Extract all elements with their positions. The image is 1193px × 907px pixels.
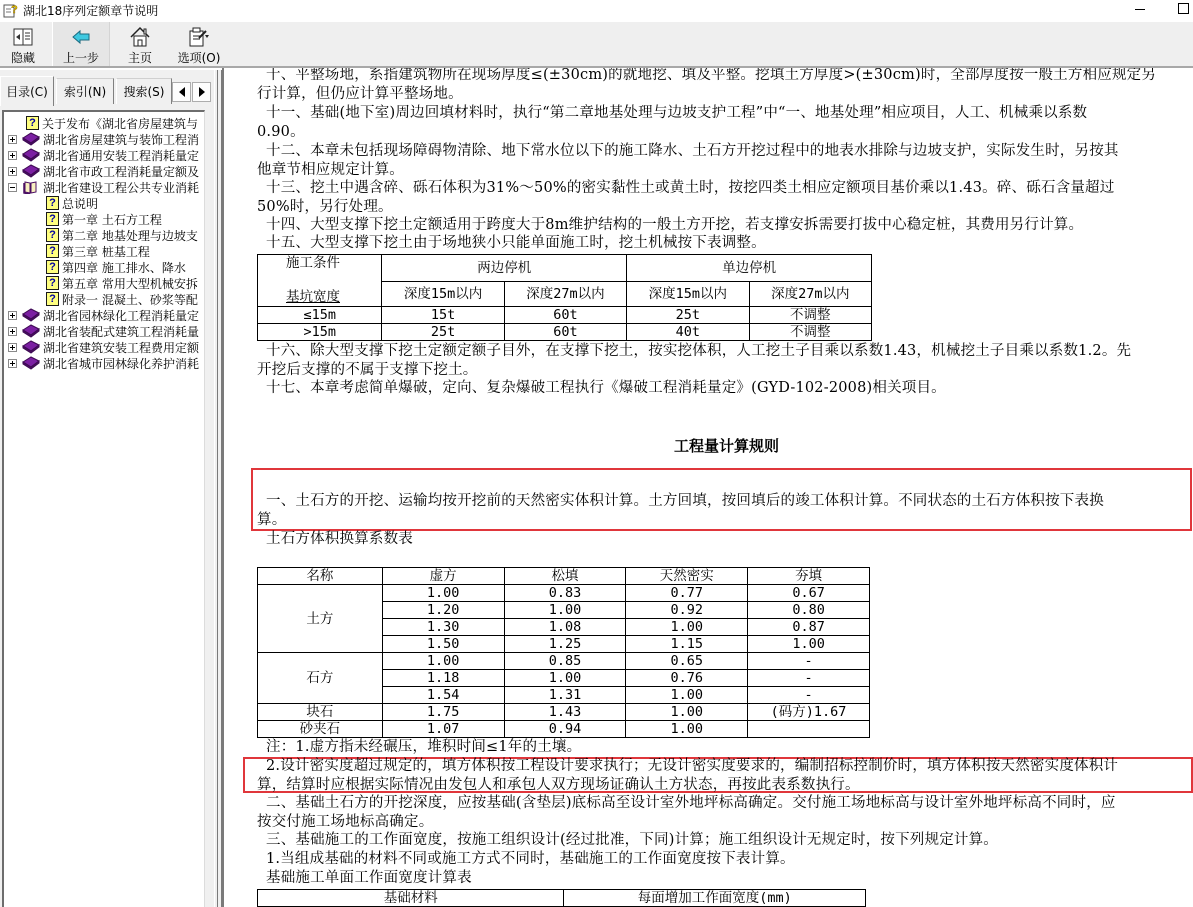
book-closed-icon [22, 148, 40, 162]
conversion-table-title [257, 530, 1192, 549]
tree-item-label: 附录一 混凝土、砂浆等配 [62, 292, 198, 307]
window-title: 湖北18序列定额章节说明 [23, 3, 159, 18]
options-button[interactable] [174, 22, 224, 66]
paragraph-line: 0.90。 [257, 124, 305, 140]
arrow-left-icon [179, 87, 185, 97]
pane-splitter[interactable] [214, 70, 222, 907]
tree-item-label: 关于发布《湖北省房屋建筑与 [42, 116, 199, 131]
tree-item-label: 第五章 常用大型机械安拆 [62, 276, 198, 291]
paragraph-line: 开挖后支撑的不属于支撑下挖土。 [257, 362, 478, 378]
tree-item-label: 湖北省城市园林绿化养护消耗 [43, 356, 200, 371]
table-cell: 不调整 [749, 324, 871, 341]
table-header: 深度27m以内 [504, 282, 626, 307]
paragraph-line: 一、土石方的开挖、运输均按开挖前的天然密实体积计算。土方回填，按回填后的竣工体积计算。不同状态的土石方体积按下表换 [266, 493, 1104, 509]
table-header: 虚方 [382, 568, 504, 585]
tree-item-page[interactable] [46, 291, 198, 307]
paragraph-line: 十七、本章考虑简单爆破，定向、复杂爆破工程执行《爆破工程消耗量定》(GYD-102-2008)相关项目。 [266, 380, 946, 396]
hide-label: 隐藏 [10, 51, 35, 65]
table-header-row [258, 568, 870, 585]
table-cell: 1.07 [382, 721, 504, 738]
table-cell: ≤15m [258, 307, 382, 324]
table-cell: 60t [504, 324, 626, 341]
tree-item-book[interactable] [8, 339, 199, 355]
table-cell: - [748, 687, 870, 704]
paragraph-line: 十四、大型支撑下挖土定额适用于跨度大于8m维护结构的一般土方开挖，若支撑安拆需要打拔中心稳定桩，其费用另行计算。 [266, 217, 1084, 233]
book-closed-icon [22, 324, 40, 338]
table-header: 两边停机 [382, 255, 627, 282]
table-cell: 1.00 [504, 602, 626, 619]
table-cell: 0.92 [626, 602, 748, 619]
book-closed-icon [22, 308, 40, 322]
paragraph-14 [257, 216, 1192, 235]
table-row [258, 721, 870, 738]
table-row [258, 324, 872, 341]
paragraph-line: 十五、大型支撑下挖土由于场地狭小只能单面施工时，挖土机械按下表调整。 [266, 235, 766, 251]
corner-top-label: 施工条件 [286, 255, 340, 271]
tree-item-label: 第一章 土石方工程 [62, 212, 162, 227]
table-group-cell: 砂夹石 [258, 721, 383, 738]
help-page-icon: ? [46, 244, 59, 258]
workface-table [257, 889, 866, 907]
tree-item-book[interactable] [8, 323, 199, 339]
toolbar [0, 22, 1193, 68]
options-icon [187, 26, 211, 48]
expand-icon[interactable] [8, 343, 17, 352]
expand-icon[interactable] [8, 151, 17, 160]
tree-item-book[interactable] [8, 163, 199, 179]
tab-scroll-right-button[interactable] [192, 82, 211, 102]
table-cell: 1.31 [504, 687, 626, 704]
help-book-icon [3, 2, 19, 18]
table-cell: 1.00 [382, 653, 504, 670]
paragraph-line: 三、基础施工的工作面宽度，按施工组织设计(经过批准，下同)计算；施工组织设计无规定时，按下列规定计算。 [266, 832, 999, 848]
table-header: 深度15m以内 [382, 282, 504, 307]
navigation-pane [0, 70, 214, 907]
expand-icon[interactable] [8, 359, 17, 368]
rule-1 [257, 492, 1192, 530]
table-cell: - [748, 670, 870, 687]
rule-3 [257, 831, 1192, 850]
table-cell: 1.00 [504, 670, 626, 687]
table-cell: 25t [382, 324, 504, 341]
note-1 [257, 738, 1192, 757]
nav-tabs [0, 78, 214, 106]
table-cell: 1.18 [382, 670, 504, 687]
hide-button[interactable] [6, 22, 40, 66]
table-header-row [258, 890, 866, 907]
tree-item-page[interactable] [46, 195, 98, 211]
paragraph-line: 50%时，另行处理。 [257, 199, 393, 215]
expand-icon[interactable] [8, 167, 17, 176]
paragraph-line: 十六、除大型支撑下挖土定额定额子目外，在支撑下挖土，按实挖体积，人工挖土子目乘以系数1.43，机械挖土子目乘以系数1.2。先 [266, 343, 1132, 359]
tree-item-label: 第四章 施工排水、降水 [62, 260, 186, 275]
paragraph-11 [257, 104, 1192, 142]
table-cell: 1.00 [626, 619, 748, 636]
tree-item-page[interactable] [26, 115, 198, 131]
paragraph-line: 十、平整场地，系指建筑物所在现场厚度≤(±30cm)的就地挖、填及平整。挖填土方厚度>(±30cm)时，全部厚度按一般土方相应规定另 [266, 68, 1157, 83]
table-cell: 不调整 [749, 307, 871, 324]
paragraph-line: 十二、本章未包括现场障碍物清除、地下常水位以下的施工降水、土石方开挖过程中的地表水排除与边坡支护，实际发生时，另按其 [266, 143, 1119, 159]
tree-item-book[interactable] [8, 307, 199, 323]
tree-item-label: 第二章 地基处理与边坡支 [62, 228, 198, 243]
paragraph-line: 算。 [257, 512, 287, 528]
paragraph-line: 十一、基础(地下室)周边回填材料时，执行“第二章地基处理与边坡支护工程”中“一、地基处理”相应项目，人工、机械乘以系数 [266, 105, 1088, 121]
table-group-cell: 石方 [258, 653, 383, 704]
table-header: 松填 [504, 568, 626, 585]
note-2 [257, 757, 1192, 795]
table-cell: - [748, 653, 870, 670]
table-row [258, 704, 870, 721]
tree-item-label: 第三章 桩基工程 [62, 244, 150, 259]
table-cell: 1.54 [382, 687, 504, 704]
rule-3-1 [257, 850, 1192, 869]
paragraph-line: 2.设计密实度超过规定的，填方体积按工程设计要求执行；无设计密实度要求的，编制招标控制价时，填方体积按天然密实度体积计 [266, 758, 1119, 774]
tree-item-book[interactable] [8, 147, 199, 163]
table-cell [748, 721, 870, 738]
table-header: 深度15m以内 [627, 282, 749, 307]
tree-item-page[interactable] [46, 243, 150, 259]
table-cell: 15t [382, 307, 504, 324]
corner-bottom-label: 基坑宽度 [286, 289, 340, 305]
tree-item-page-selected[interactable] [46, 211, 162, 227]
table-header: 单边停机 [627, 255, 872, 282]
table-cell: 1.00 [626, 721, 748, 738]
maximize-button[interactable] [1178, 3, 1189, 14]
table-cell: 1.00 [748, 636, 870, 653]
paragraph-line: 十三、挖土中遇含碎、砾石体积为31%～50%的密实黏性土或黄土时，按挖四类土相应定额项目基价乘以1.43。碎、砾石含量超过 [266, 180, 1115, 196]
section-title: 工程量计算规则 [674, 437, 780, 455]
table-cell: 1.15 [626, 636, 748, 653]
table-cell: 1.00 [382, 585, 504, 602]
minimize-button[interactable] [1134, 2, 1148, 16]
tree-item-label: 湖北省园林绿化工程消耗量定 [43, 308, 200, 323]
workface-table-title [257, 869, 1192, 888]
paragraph-13 [257, 179, 1192, 217]
table-group-cell: 块石 [258, 704, 383, 721]
help-page-icon: ? [46, 260, 59, 274]
book-closed-icon [22, 356, 40, 370]
paragraph-15 [257, 234, 1192, 253]
table-cell: (码方)1.67 [748, 704, 870, 721]
home-label: 主页 [127, 51, 152, 65]
tree-item-page[interactable] [46, 275, 198, 291]
tree-item-label: 湖北省建设工程公共专业消耗 [43, 180, 200, 195]
table-cell: 1.00 [626, 704, 748, 721]
crane-adjustment-table [257, 254, 872, 341]
svg-text:?: ? [11, 4, 18, 16]
book-closed-icon [22, 340, 40, 354]
table-row [258, 307, 872, 324]
paragraph-12 [257, 142, 1192, 180]
tree-item-label: 湖北省通用安装工程消耗量定 [43, 148, 200, 163]
help-page-icon: ? [46, 276, 59, 290]
tree-item-label: 湖北省房屋建筑与装饰工程消 [43, 132, 200, 147]
arrow-right-icon [199, 87, 205, 97]
collapse-icon[interactable] [8, 183, 17, 192]
back-label: 上一步 [62, 51, 99, 65]
help-page-icon: ? [46, 212, 59, 226]
table-cell: 1.08 [504, 619, 626, 636]
paragraph-10 [257, 68, 1192, 104]
tree-item-label: 湖北省装配式建筑工程消耗量 [43, 324, 200, 339]
table-cell: 1.20 [382, 602, 504, 619]
table-row [258, 653, 870, 670]
table-cell: 1.00 [626, 687, 748, 704]
table-cell: 1.75 [382, 704, 504, 721]
tab-contents[interactable]: 目录(C) [0, 76, 54, 106]
table-group-cell: 土方 [258, 585, 383, 653]
hide-pane-icon [12, 26, 34, 48]
back-button[interactable] [52, 22, 110, 66]
paragraph-17 [257, 379, 1192, 398]
table-row [258, 585, 870, 602]
paragraph-line: 土石方体积换算系数表 [266, 531, 413, 547]
table-cell: >15m [258, 324, 382, 341]
title-bar [0, 0, 1193, 20]
rule-2 [257, 794, 1192, 832]
table-cell: 1.30 [382, 619, 504, 636]
expand-icon[interactable] [8, 327, 17, 336]
table-header: 名称 [258, 568, 383, 585]
table-cell: 40t [627, 324, 749, 341]
tab-scroll-left-button[interactable] [172, 82, 191, 102]
tree-item-label: 总说明 [62, 196, 99, 211]
paragraph-line: 他章节相应规定计算。 [257, 162, 404, 178]
table-cell: 25t [627, 307, 749, 324]
home-button[interactable] [122, 22, 158, 66]
table-cell: 1.50 [382, 636, 504, 653]
table-header: 每面增加工作面宽度(mm) [564, 890, 866, 907]
paragraph-line: 1.当组成基础的材料不同或施工方式不同时，基础施工的工作面宽度按下表计算。 [266, 851, 795, 867]
paragraph-line: 注：1.虚方指未经碾压，堆积时间≤1年的土壤。 [266, 739, 582, 755]
tree-item-page[interactable] [46, 259, 186, 275]
table-cell: 0.94 [504, 721, 626, 738]
table-cell: 1.25 [504, 636, 626, 653]
table-cell: 0.77 [626, 585, 748, 602]
table-corner-cell [258, 255, 382, 307]
paragraph-16 [257, 342, 1192, 380]
tree-item-book-open[interactable] [8, 179, 199, 195]
book-open-icon [22, 180, 40, 194]
table-cell: 60t [504, 307, 626, 324]
tree-item-label: 湖北省建筑安装工程费用定额 [43, 340, 200, 355]
help-page-icon: ? [26, 116, 39, 130]
paragraph-line: 二、基础土石方的开挖深度，应按基础(含垫层)底标高至设计室外地坪标高确定。交付施工场地标高与设计室外地坪标高不同时，应 [266, 795, 1116, 811]
table-header: 夯填 [748, 568, 870, 585]
table-cell: 0.85 [504, 653, 626, 670]
table-header: 基础材料 [258, 890, 564, 907]
table-cell: 0.87 [748, 619, 870, 636]
table-cell: 0.67 [748, 585, 870, 602]
tree-item-page[interactable] [46, 227, 198, 243]
table-cell: 0.65 [626, 653, 748, 670]
table-cell: 0.76 [626, 670, 748, 687]
table-header: 深度27m以内 [749, 282, 871, 307]
table-header: 天然密实 [626, 568, 748, 585]
expand-icon[interactable] [8, 135, 17, 144]
table-cell: 0.80 [748, 602, 870, 619]
tree-item-book[interactable] [8, 355, 199, 371]
table-cell: 0.83 [504, 585, 626, 602]
home-icon [129, 26, 151, 48]
tree-item-book[interactable] [8, 131, 199, 147]
paragraph-line: 基础施工单面工作面宽度计算表 [266, 870, 472, 886]
book-closed-icon [22, 132, 40, 146]
table-cell: 1.43 [504, 704, 626, 721]
paragraph-line: 按交付施工场地标高确定。 [257, 814, 434, 830]
paragraph-line: 行计算，但仍应计算平整场地。 [257, 86, 463, 102]
options-label: 选项(O) [177, 51, 221, 65]
book-closed-icon [22, 164, 40, 178]
tab-index[interactable]: 索引(N) [56, 78, 114, 104]
help-page-icon: ? [46, 196, 59, 210]
topic-content [222, 68, 1193, 907]
back-arrow-icon [71, 26, 91, 48]
paragraph-line: 算，结算时应根据实际情况由发包人和承包人双方现场证确认土方状态，再按此表系数执行。 [257, 777, 860, 793]
help-page-icon: ? [46, 292, 59, 306]
tab-search[interactable]: 搜索(S) [116, 78, 172, 104]
tree-item-label: 湖北省市政工程消耗量定额及 [43, 164, 200, 179]
conversion-table [257, 567, 870, 738]
help-page-icon: ? [46, 228, 59, 242]
contents-tree[interactable] [2, 110, 205, 907]
expand-icon[interactable] [8, 311, 17, 320]
